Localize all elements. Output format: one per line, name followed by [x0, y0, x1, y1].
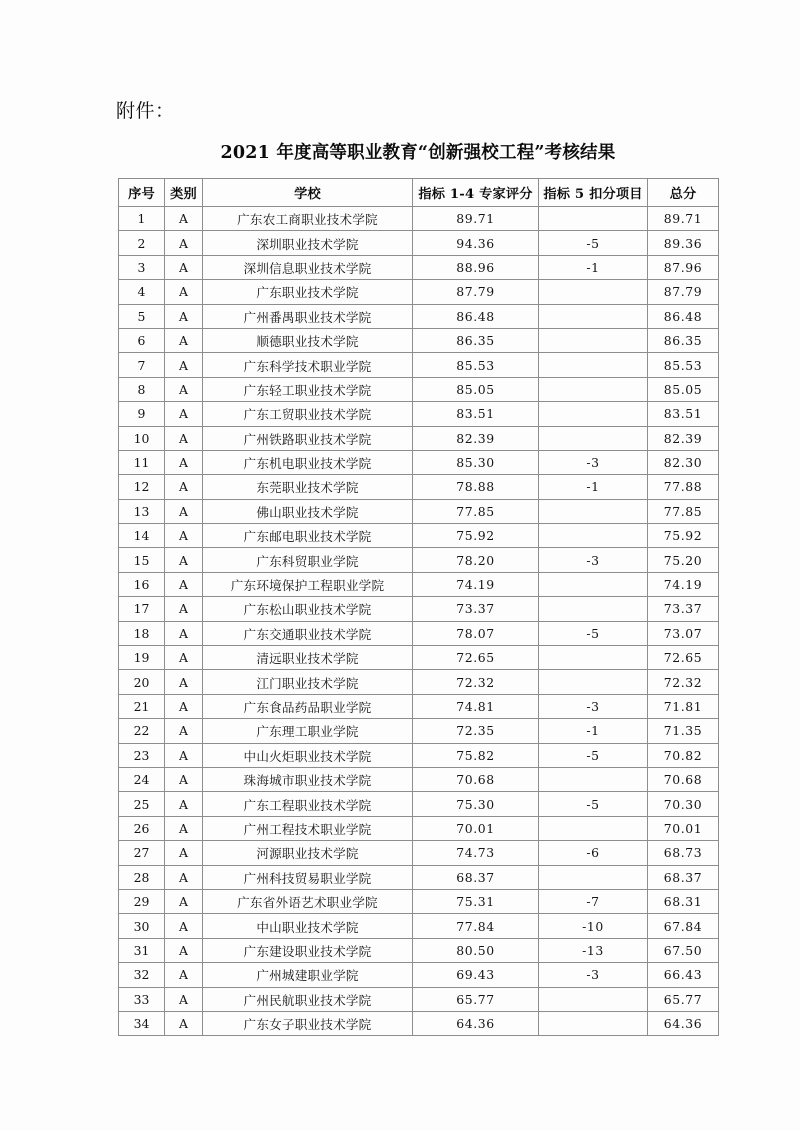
table-row	[119, 621, 719, 645]
cell-expert: 69.43	[413, 963, 539, 987]
table-row	[119, 207, 719, 231]
cell-school: 广东工贸职业技术学院	[203, 402, 413, 426]
table-header	[119, 179, 719, 207]
cell-expert: 70.68	[413, 767, 539, 791]
cell-total: 73.37	[648, 597, 719, 621]
cell-school: 顺德职业技术学院	[203, 328, 413, 352]
table-row	[119, 719, 719, 743]
cell-category: A	[165, 743, 203, 767]
cell-index: 1	[119, 207, 165, 231]
cell-expert: 77.85	[413, 499, 539, 523]
cell-index: 4	[119, 280, 165, 304]
cell-deduction	[539, 304, 648, 328]
cell-total: 67.50	[648, 938, 719, 962]
cell-category: A	[165, 450, 203, 474]
cell-index: 9	[119, 402, 165, 426]
cell-school: 广东职业技术学院	[203, 280, 413, 304]
table-row	[119, 499, 719, 523]
cell-index: 20	[119, 670, 165, 694]
cell-school: 广东省外语艺术职业学院	[203, 889, 413, 913]
cell-deduction	[539, 377, 648, 401]
cell-deduction: -1	[539, 255, 648, 279]
column-header-deduction: 指标 5 扣分项目	[539, 179, 648, 207]
cell-total: 68.37	[648, 865, 719, 889]
cell-expert: 80.50	[413, 938, 539, 962]
table-row	[119, 767, 719, 791]
cell-category: A	[165, 914, 203, 938]
table-row	[119, 402, 719, 426]
cell-category: A	[165, 402, 203, 426]
cell-expert: 68.37	[413, 865, 539, 889]
cell-index: 6	[119, 328, 165, 352]
cell-total: 70.30	[648, 792, 719, 816]
table-row	[119, 889, 719, 913]
cell-school: 深圳信息职业技术学院	[203, 255, 413, 279]
cell-index: 12	[119, 475, 165, 499]
cell-total: 71.35	[648, 719, 719, 743]
cell-total: 70.01	[648, 816, 719, 840]
table-body	[119, 207, 719, 1036]
table-row	[119, 694, 719, 718]
cell-expert: 83.51	[413, 402, 539, 426]
cell-school: 清远职业技术学院	[203, 646, 413, 670]
table-row	[119, 914, 719, 938]
cell-expert: 85.53	[413, 353, 539, 377]
cell-school: 广东女子职业技术学院	[203, 1011, 413, 1035]
cell-total: 67.84	[648, 914, 719, 938]
cell-category: A	[165, 889, 203, 913]
table-row	[119, 572, 719, 596]
cell-deduction	[539, 767, 648, 791]
cell-deduction	[539, 646, 648, 670]
cell-school: 中山职业技术学院	[203, 914, 413, 938]
cell-index: 34	[119, 1011, 165, 1035]
cell-index: 15	[119, 548, 165, 572]
cell-total: 87.96	[648, 255, 719, 279]
cell-index: 24	[119, 767, 165, 791]
cell-index: 17	[119, 597, 165, 621]
cell-expert: 85.05	[413, 377, 539, 401]
cell-school: 深圳职业技术学院	[203, 231, 413, 255]
cell-expert: 72.35	[413, 719, 539, 743]
cell-deduction	[539, 1011, 648, 1035]
cell-category: A	[165, 255, 203, 279]
table-row	[119, 450, 719, 474]
cell-index: 5	[119, 304, 165, 328]
table-row	[119, 816, 719, 840]
attachment-label: 附件：	[116, 100, 175, 122]
cell-deduction: -7	[539, 889, 648, 913]
cell-school: 广州科技贸易职业学院	[203, 865, 413, 889]
cell-category: A	[165, 792, 203, 816]
cell-expert: 86.35	[413, 328, 539, 352]
cell-expert: 77.84	[413, 914, 539, 938]
cell-index: 33	[119, 987, 165, 1011]
cell-category: A	[165, 865, 203, 889]
cell-school: 广州城建职业学院	[203, 963, 413, 987]
cell-deduction: -1	[539, 475, 648, 499]
cell-deduction: -1	[539, 719, 648, 743]
cell-expert: 87.79	[413, 280, 539, 304]
cell-index: 28	[119, 865, 165, 889]
results-table-container	[118, 178, 718, 1036]
cell-deduction	[539, 499, 648, 523]
cell-deduction: -3	[539, 694, 648, 718]
cell-total: 68.31	[648, 889, 719, 913]
cell-deduction: -3	[539, 963, 648, 987]
cell-total: 77.85	[648, 499, 719, 523]
cell-expert: 64.36	[413, 1011, 539, 1035]
cell-index: 19	[119, 646, 165, 670]
cell-expert: 74.19	[413, 572, 539, 596]
cell-category: A	[165, 597, 203, 621]
cell-deduction	[539, 280, 648, 304]
table-row	[119, 792, 719, 816]
table-row	[119, 841, 719, 865]
cell-expert: 75.92	[413, 524, 539, 548]
cell-index: 11	[119, 450, 165, 474]
cell-category: A	[165, 646, 203, 670]
cell-total: 64.36	[648, 1011, 719, 1035]
cell-expert: 85.30	[413, 450, 539, 474]
cell-category: A	[165, 353, 203, 377]
cell-category: A	[165, 231, 203, 255]
cell-category: A	[165, 524, 203, 548]
cell-total: 89.36	[648, 231, 719, 255]
table-row	[119, 987, 719, 1011]
cell-category: A	[165, 670, 203, 694]
table-row	[119, 353, 719, 377]
column-header-total: 总分	[648, 179, 719, 207]
cell-expert: 72.32	[413, 670, 539, 694]
table-row	[119, 280, 719, 304]
cell-school: 江门职业技术学院	[203, 670, 413, 694]
cell-deduction	[539, 207, 648, 231]
cell-category: A	[165, 719, 203, 743]
cell-school: 广东机电职业技术学院	[203, 450, 413, 474]
cell-index: 27	[119, 841, 165, 865]
cell-total: 72.65	[648, 646, 719, 670]
cell-total: 86.48	[648, 304, 719, 328]
cell-total: 68.73	[648, 841, 719, 865]
cell-school: 中山火炬职业技术学院	[203, 743, 413, 767]
cell-index: 13	[119, 499, 165, 523]
cell-index: 10	[119, 426, 165, 450]
cell-index: 16	[119, 572, 165, 596]
cell-category: A	[165, 987, 203, 1011]
cell-deduction: -3	[539, 548, 648, 572]
cell-total: 75.20	[648, 548, 719, 572]
cell-school: 广东农工商职业技术学院	[203, 207, 413, 231]
cell-index: 22	[119, 719, 165, 743]
cell-school: 东莞职业技术学院	[203, 475, 413, 499]
cell-category: A	[165, 963, 203, 987]
cell-deduction: -5	[539, 621, 648, 645]
table-header-row	[119, 179, 719, 207]
cell-category: A	[165, 426, 203, 450]
cell-total: 82.30	[648, 450, 719, 474]
cell-deduction	[539, 865, 648, 889]
cell-deduction	[539, 987, 648, 1011]
cell-school: 广东邮电职业技术学院	[203, 524, 413, 548]
cell-category: A	[165, 572, 203, 596]
cell-expert: 70.01	[413, 816, 539, 840]
table-row	[119, 231, 719, 255]
cell-category: A	[165, 767, 203, 791]
cell-total: 85.53	[648, 353, 719, 377]
cell-category: A	[165, 621, 203, 645]
table-row	[119, 865, 719, 889]
cell-school: 广州民航职业技术学院	[203, 987, 413, 1011]
cell-deduction	[539, 402, 648, 426]
cell-school: 广东理工职业学院	[203, 719, 413, 743]
cell-total: 86.35	[648, 328, 719, 352]
table-row	[119, 597, 719, 621]
table-row	[119, 328, 719, 352]
cell-school: 广东交通职业技术学院	[203, 621, 413, 645]
cell-expert: 89.71	[413, 207, 539, 231]
table-row	[119, 548, 719, 572]
cell-category: A	[165, 475, 203, 499]
cell-index: 25	[119, 792, 165, 816]
cell-index: 14	[119, 524, 165, 548]
cell-category: A	[165, 816, 203, 840]
cell-category: A	[165, 304, 203, 328]
cell-index: 30	[119, 914, 165, 938]
cell-category: A	[165, 841, 203, 865]
cell-total: 66.43	[648, 963, 719, 987]
cell-expert: 72.65	[413, 646, 539, 670]
cell-school: 广东科贸职业学院	[203, 548, 413, 572]
cell-deduction	[539, 426, 648, 450]
cell-index: 7	[119, 353, 165, 377]
cell-total: 83.51	[648, 402, 719, 426]
cell-school: 广东科学技术职业学院	[203, 353, 413, 377]
cell-expert: 75.30	[413, 792, 539, 816]
cell-total: 85.05	[648, 377, 719, 401]
table-row	[119, 670, 719, 694]
cell-total: 74.19	[648, 572, 719, 596]
cell-expert: 74.81	[413, 694, 539, 718]
cell-total: 71.81	[648, 694, 719, 718]
cell-category: A	[165, 938, 203, 962]
cell-index: 32	[119, 963, 165, 987]
cell-total: 82.39	[648, 426, 719, 450]
results-table	[118, 178, 719, 1036]
table-row	[119, 963, 719, 987]
cell-total: 72.32	[648, 670, 719, 694]
page-title: 2021 年度高等职业教育“创新强校工程”考核结果	[220, 143, 616, 163]
cell-expert: 73.37	[413, 597, 539, 621]
cell-expert: 94.36	[413, 231, 539, 255]
cell-total: 70.68	[648, 767, 719, 791]
cell-category: A	[165, 377, 203, 401]
cell-school: 广东松山职业技术学院	[203, 597, 413, 621]
cell-index: 29	[119, 889, 165, 913]
cell-category: A	[165, 548, 203, 572]
cell-deduction	[539, 353, 648, 377]
cell-expert: 86.48	[413, 304, 539, 328]
cell-expert: 74.73	[413, 841, 539, 865]
cell-deduction	[539, 670, 648, 694]
table-row	[119, 426, 719, 450]
cell-school: 佛山职业技术学院	[203, 499, 413, 523]
table-row	[119, 475, 719, 499]
cell-deduction	[539, 524, 648, 548]
cell-school: 珠海城市职业技术学院	[203, 767, 413, 791]
cell-deduction: -10	[539, 914, 648, 938]
cell-expert: 78.07	[413, 621, 539, 645]
cell-deduction	[539, 572, 648, 596]
cell-total: 70.82	[648, 743, 719, 767]
cell-expert: 82.39	[413, 426, 539, 450]
cell-deduction: -5	[539, 743, 648, 767]
cell-deduction: -3	[539, 450, 648, 474]
cell-index: 21	[119, 694, 165, 718]
cell-deduction	[539, 816, 648, 840]
cell-expert: 75.82	[413, 743, 539, 767]
cell-total: 77.88	[648, 475, 719, 499]
table-row	[119, 743, 719, 767]
cell-deduction: -6	[539, 841, 648, 865]
column-header-school: 学校	[203, 179, 413, 207]
column-header-category: 类别	[165, 179, 203, 207]
cell-index: 23	[119, 743, 165, 767]
cell-total: 73.07	[648, 621, 719, 645]
column-header-index: 序号	[119, 179, 165, 207]
cell-category: A	[165, 694, 203, 718]
cell-index: 18	[119, 621, 165, 645]
column-header-expert: 指标 1-4 专家评分	[413, 179, 539, 207]
cell-school: 河源职业技术学院	[203, 841, 413, 865]
table-row	[119, 938, 719, 962]
cell-index: 26	[119, 816, 165, 840]
cell-total: 75.92	[648, 524, 719, 548]
cell-expert: 65.77	[413, 987, 539, 1011]
table-row	[119, 255, 719, 279]
table-row	[119, 1011, 719, 1035]
cell-index: 31	[119, 938, 165, 962]
cell-school: 广东工程职业技术学院	[203, 792, 413, 816]
cell-school: 广东轻工职业技术学院	[203, 377, 413, 401]
cell-school: 广东环境保护工程职业学院	[203, 572, 413, 596]
cell-deduction: -5	[539, 231, 648, 255]
cell-total: 89.71	[648, 207, 719, 231]
table-row	[119, 304, 719, 328]
cell-deduction: -13	[539, 938, 648, 962]
cell-category: A	[165, 499, 203, 523]
cell-school: 广州番禺职业技术学院	[203, 304, 413, 328]
cell-school: 广州工程技术职业学院	[203, 816, 413, 840]
cell-category: A	[165, 328, 203, 352]
cell-expert: 78.88	[413, 475, 539, 499]
cell-total: 87.79	[648, 280, 719, 304]
cell-category: A	[165, 207, 203, 231]
cell-deduction: -5	[539, 792, 648, 816]
cell-school: 广东建设职业技术学院	[203, 938, 413, 962]
cell-school: 广州铁路职业技术学院	[203, 426, 413, 450]
cell-school: 广东食品药品职业学院	[203, 694, 413, 718]
cell-expert: 75.31	[413, 889, 539, 913]
cell-index: 2	[119, 231, 165, 255]
cell-total: 65.77	[648, 987, 719, 1011]
table-row	[119, 377, 719, 401]
cell-expert: 88.96	[413, 255, 539, 279]
cell-category: A	[165, 1011, 203, 1035]
cell-deduction	[539, 597, 648, 621]
cell-index: 3	[119, 255, 165, 279]
table-row	[119, 524, 719, 548]
cell-expert: 78.20	[413, 548, 539, 572]
table-row	[119, 646, 719, 670]
cell-index: 8	[119, 377, 165, 401]
cell-deduction	[539, 328, 648, 352]
cell-category: A	[165, 280, 203, 304]
